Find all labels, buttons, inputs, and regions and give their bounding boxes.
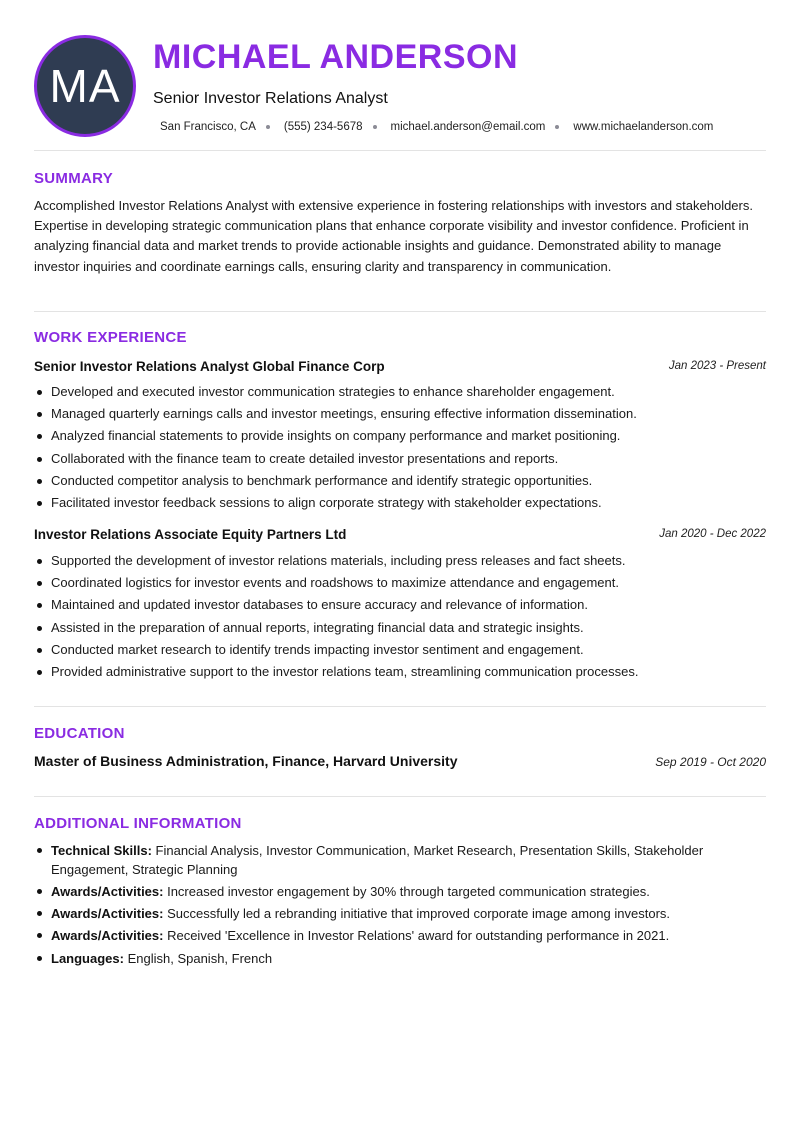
- separator-dot-icon: [373, 125, 377, 129]
- info-label: Awards/Activities:: [51, 906, 164, 921]
- info-text: Increased investor engagement by 30% through targeted communication strategies.: [163, 884, 650, 899]
- job-header: [34, 359, 766, 377]
- list-item: [34, 882, 734, 901]
- list-item: Conducted competitor analysis to benchmark performance and identify strategic opportunities.: [34, 470, 766, 492]
- candidate-name: MICHAEL ANDERSON: [153, 38, 519, 76]
- info-label: Awards/Activities:: [51, 928, 164, 943]
- contact-email[interactable]: michael.anderson@email.com: [390, 121, 546, 133]
- summary-text: Accomplished Investor Relations Analyst with extensive experience in fostering relationships with investors and stakeholders. Expertise in developing strategic communication plans that enhance corporate visibility and investor confidence. Proficient in analyzing financial data and market trends to provide actionable insights and guidance. Demonstrated ability to manage investor inquiries and coordinate earnings calls, ensuring clarity and transparency in communication.: [34, 198, 753, 274]
- list-item: Analyzed financial statements to provide insights on company performance and market positioning.: [34, 425, 766, 447]
- list-item: Supported the development of investor relations materials, including press releases and fact sheets.: [34, 550, 766, 572]
- list-item: [34, 949, 734, 968]
- education-degree: Master of Business Administration, Finance, Harvard University: [34, 753, 458, 769]
- contact-phone[interactable]: (555) 234-5678: [283, 121, 363, 133]
- contact-info: [160, 121, 713, 133]
- section-divider: [34, 796, 766, 797]
- info-text: Financial Analysis, Investor Communication, Market Research, Presentation Skills, Stakeholder Engagement, Strategic Planning: [51, 843, 704, 877]
- avatar: [34, 35, 136, 137]
- job-date: Jan 2020 - Dec 2022: [659, 528, 766, 540]
- list-item: Developed and executed investor communication strategies to enhance shareholder engagement.: [34, 381, 766, 403]
- additional-heading: ADDITIONAL INFORMATION: [34, 815, 242, 832]
- info-label: Awards/Activities:: [51, 884, 164, 899]
- list-item: Conducted market research to identify trends impacting investor sentiment and engagement.: [34, 639, 766, 661]
- section-divider: [34, 706, 766, 707]
- job-date: Jan 2023 - Present: [668, 360, 766, 372]
- list-item: Assisted in the preparation of annual reports, integrating financial data and strategic insights.: [34, 617, 766, 639]
- list-item: [34, 841, 734, 879]
- experience-heading: WORK EXPERIENCE: [34, 329, 187, 346]
- job-bullet-list: [34, 381, 766, 514]
- list-item: [34, 926, 734, 945]
- separator-dot-icon: [555, 125, 559, 129]
- list-item: Maintained and updated investor databases to ensure accuracy and relevance of information.: [34, 594, 766, 616]
- contact-website[interactable]: www.michaelanderson.com: [573, 121, 714, 133]
- info-label: Languages:: [51, 951, 124, 966]
- list-item: [34, 904, 734, 923]
- list-item: Facilitated investor feedback sessions to align corporate strategy with stakeholder expectations.: [34, 492, 766, 514]
- job-header: [34, 527, 766, 545]
- job-role-company: Senior Investor Relations Analyst Global Finance Corp: [34, 359, 385, 374]
- job-bullet-list: [34, 550, 766, 683]
- section-divider: [34, 150, 766, 151]
- education-entry: [34, 753, 766, 771]
- info-text: Received 'Excellence in Investor Relations' award for outstanding performance in 2021.: [163, 928, 670, 943]
- list-item: Coordinated logistics for investor events and roadshows to maximize attendance and engagement.: [34, 572, 766, 594]
- education-date: Sep 2019 - Oct 2020: [655, 755, 766, 769]
- list-item: Managed quarterly earnings calls and investor meetings, ensuring effective information dissemination.: [34, 403, 766, 425]
- section-divider: [34, 311, 766, 312]
- education-heading: EDUCATION: [34, 725, 125, 742]
- info-text: English, Spanish, French: [123, 951, 273, 966]
- list-item: Provided administrative support to the investor relations team, streamlining communication processes.: [34, 661, 766, 683]
- summary-heading: SUMMARY: [34, 170, 114, 187]
- resume-header: [34, 35, 766, 139]
- info-label: Technical Skills:: [51, 843, 152, 858]
- contact-location: San Francisco, CA: [160, 121, 256, 133]
- job-role-company: Investor Relations Associate Equity Partners Ltd: [34, 527, 347, 542]
- list-item: Collaborated with the finance team to create detailed investor presentations and reports.: [34, 448, 766, 470]
- candidate-title: Senior Investor Relations Analyst: [153, 90, 388, 107]
- additional-info-list: [34, 841, 734, 971]
- avatar-initials: MA: [49, 60, 121, 112]
- info-text: Successfully led a rebranding initiative that improved corporate image among investors.: [163, 906, 671, 921]
- separator-dot-icon: [266, 125, 270, 129]
